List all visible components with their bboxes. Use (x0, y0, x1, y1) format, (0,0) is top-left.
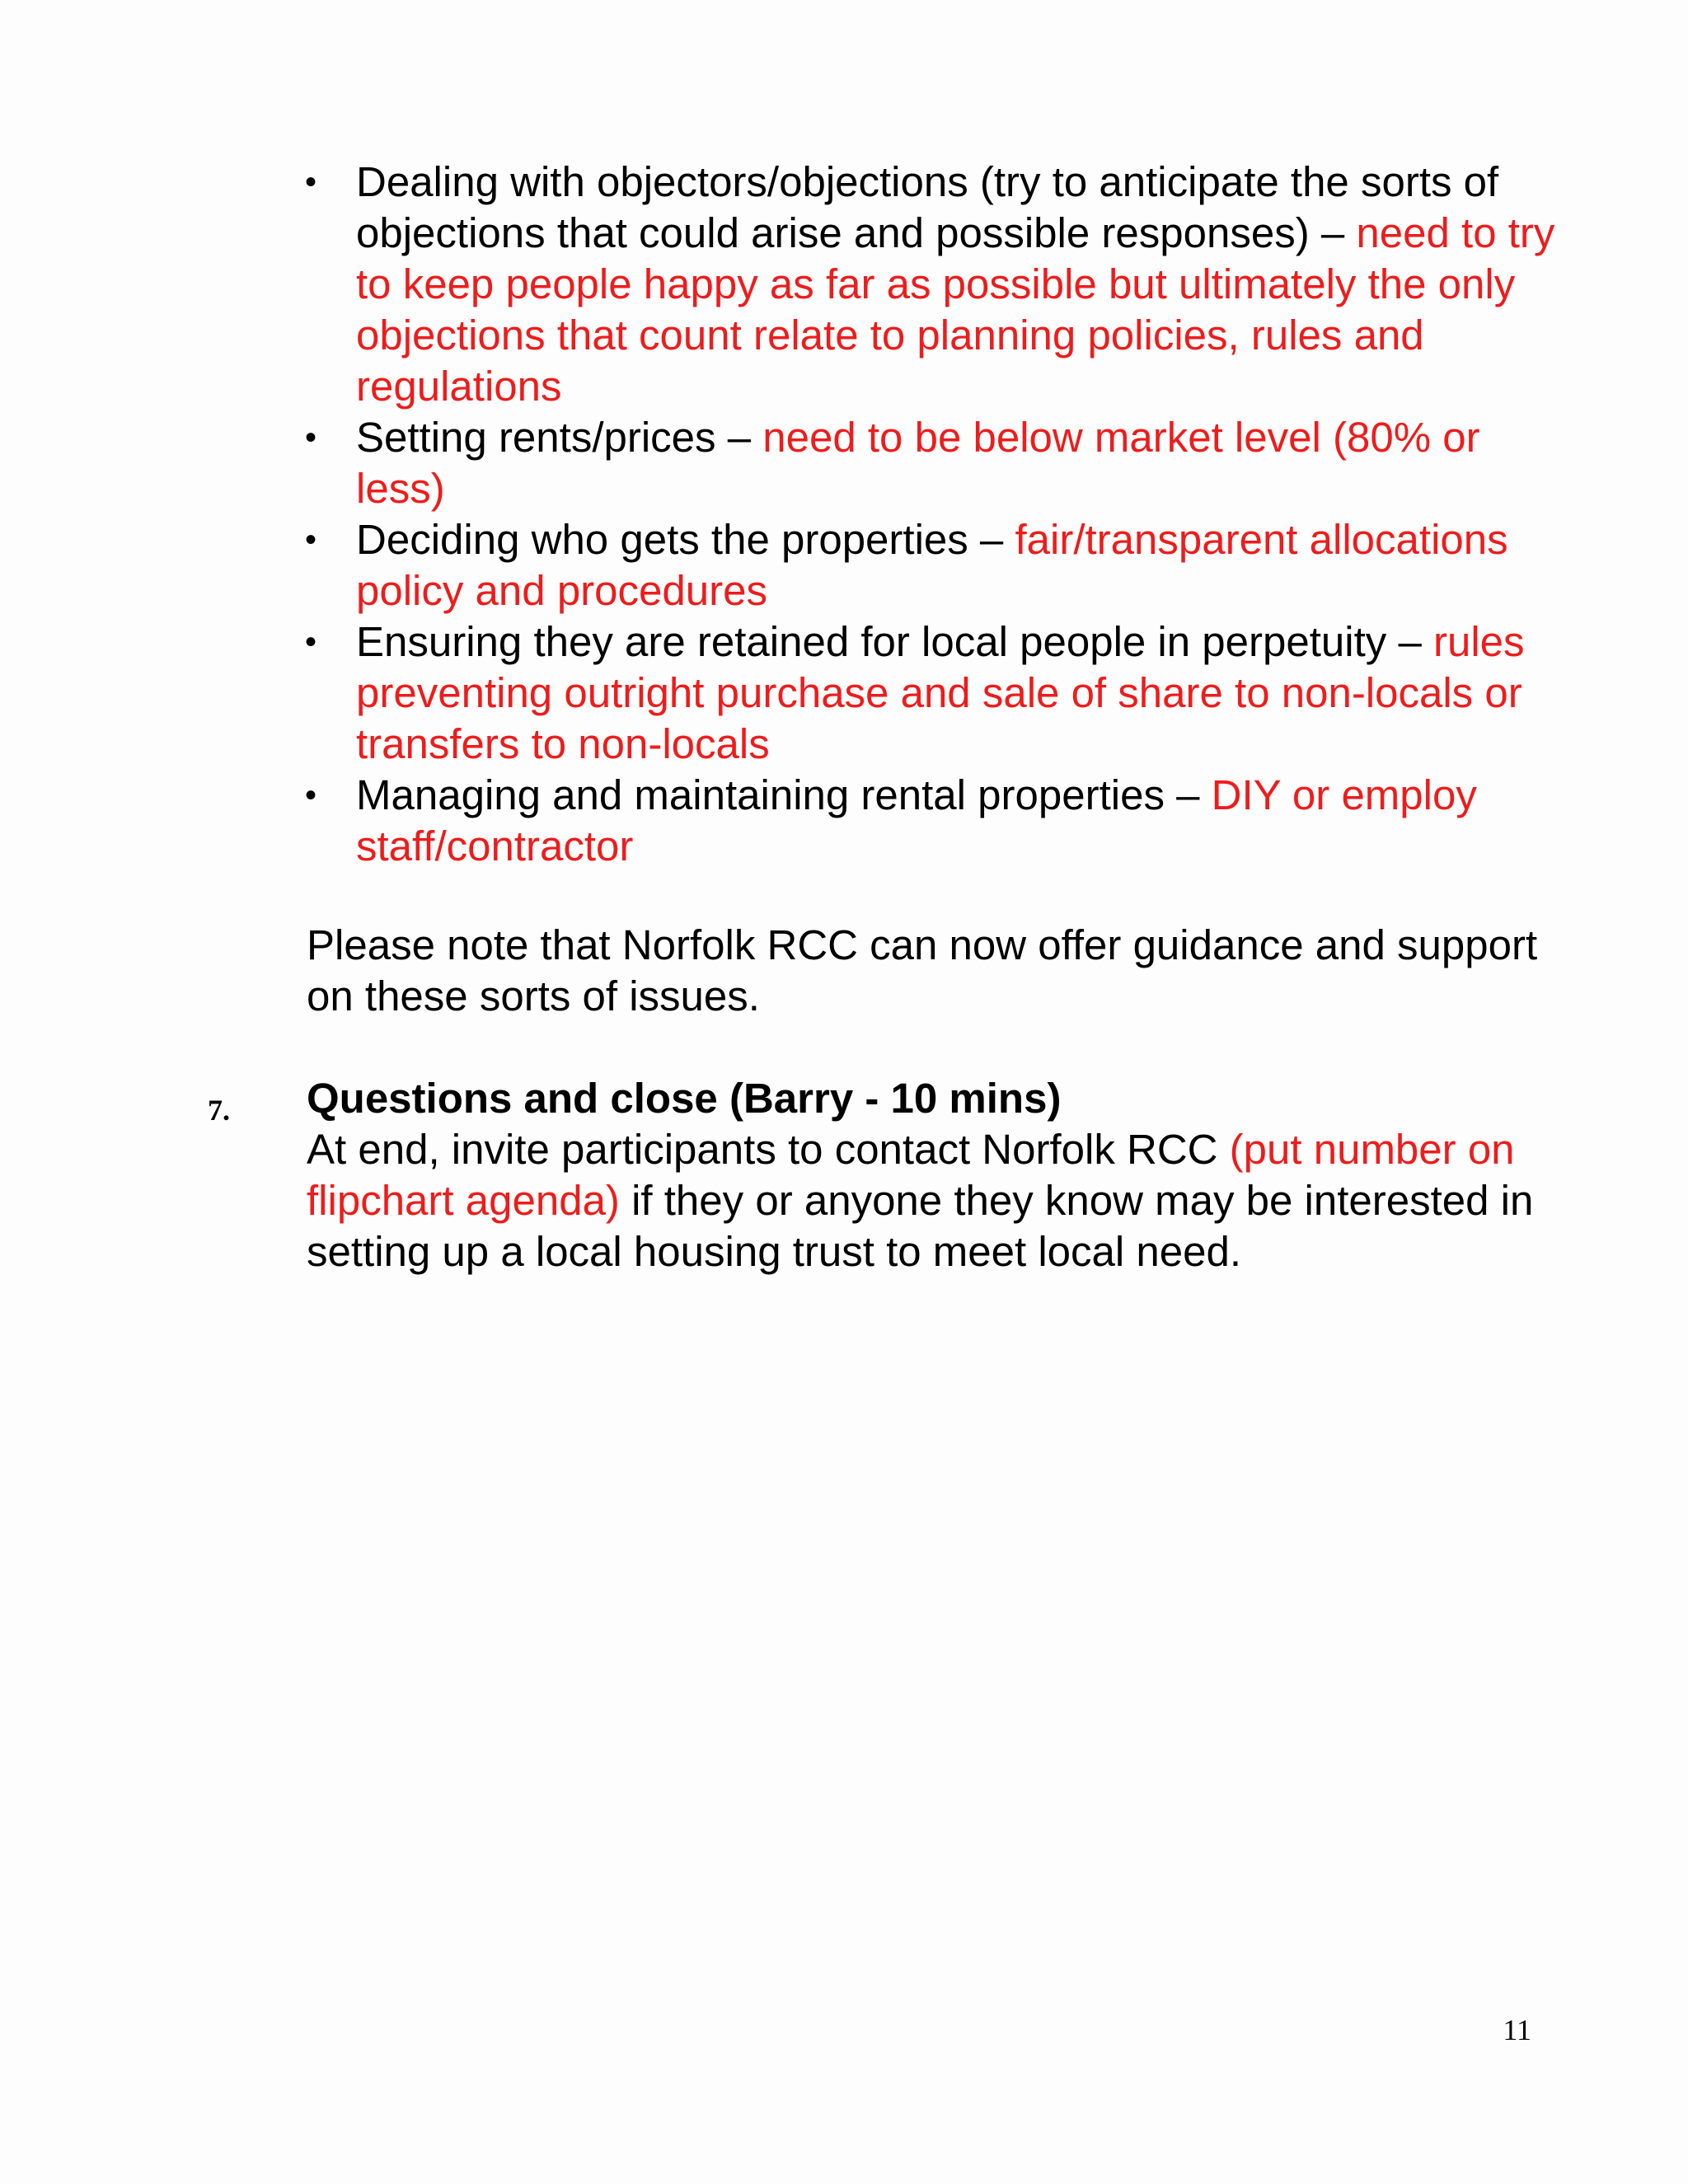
bullet-icon: • (305, 777, 317, 813)
bullet-red-text: DIY or employ staff/contractor (356, 771, 1477, 869)
bullet-icon: • (305, 419, 317, 456)
bullet-text: Managing and maintaining rental properties – (356, 771, 1212, 818)
support-note: Please note that Norfolk RCC can now offer guidance and support on these sorts of issues. (307, 921, 1538, 1019)
bullet-list (297, 157, 1558, 872)
section-body-red-text: (put number on flipchart agenda) (307, 1126, 1515, 1224)
section-heading: Questions and close (Barry - 10 mins) (307, 1075, 1062, 1122)
bullet-text: Dealing with objectors/objections (try to anticipate the sorts of objections that could arise and possible responses) – (356, 158, 1499, 256)
section-number: 7. (208, 1094, 230, 1127)
bullet-icon: • (305, 164, 317, 200)
bullet-red-text: need to be below market level (80% or less) (356, 414, 1480, 512)
bullet-text: Setting rents/prices – (356, 414, 763, 461)
page-number: 11 (1503, 2013, 1531, 2046)
list-item (297, 770, 1558, 872)
bullet-icon: • (305, 624, 317, 660)
section-questions-and-close (307, 1073, 1543, 1277)
section-body (307, 1124, 1543, 1277)
list-item (297, 616, 1558, 770)
list-item (297, 514, 1558, 616)
bullet-red-text: need to try to keep people happy as far as possible but ultimately the only objections that count relate to planning policies, rules and regulations (356, 209, 1555, 410)
bullet-red-text: rules preventing outright purchase and sale of share to non-locals or transfers to non-locals (356, 618, 1525, 767)
list-item (297, 157, 1558, 412)
section-body-text-end: if they or anyone they know may be interested in setting up a local housing trust to meet local need. (307, 1177, 1534, 1275)
list-item (297, 412, 1558, 514)
bullet-text: Deciding who gets the properties – (356, 516, 1015, 563)
section-body-text: At end, invite participants to contact Norfolk RCC (307, 1126, 1230, 1173)
bullet-red-text: fair/transparent allocations policy and procedures (356, 516, 1508, 614)
bullet-text: Ensuring they are retained for local people in perpetuity – (356, 618, 1433, 665)
bullet-icon: • (305, 522, 317, 558)
